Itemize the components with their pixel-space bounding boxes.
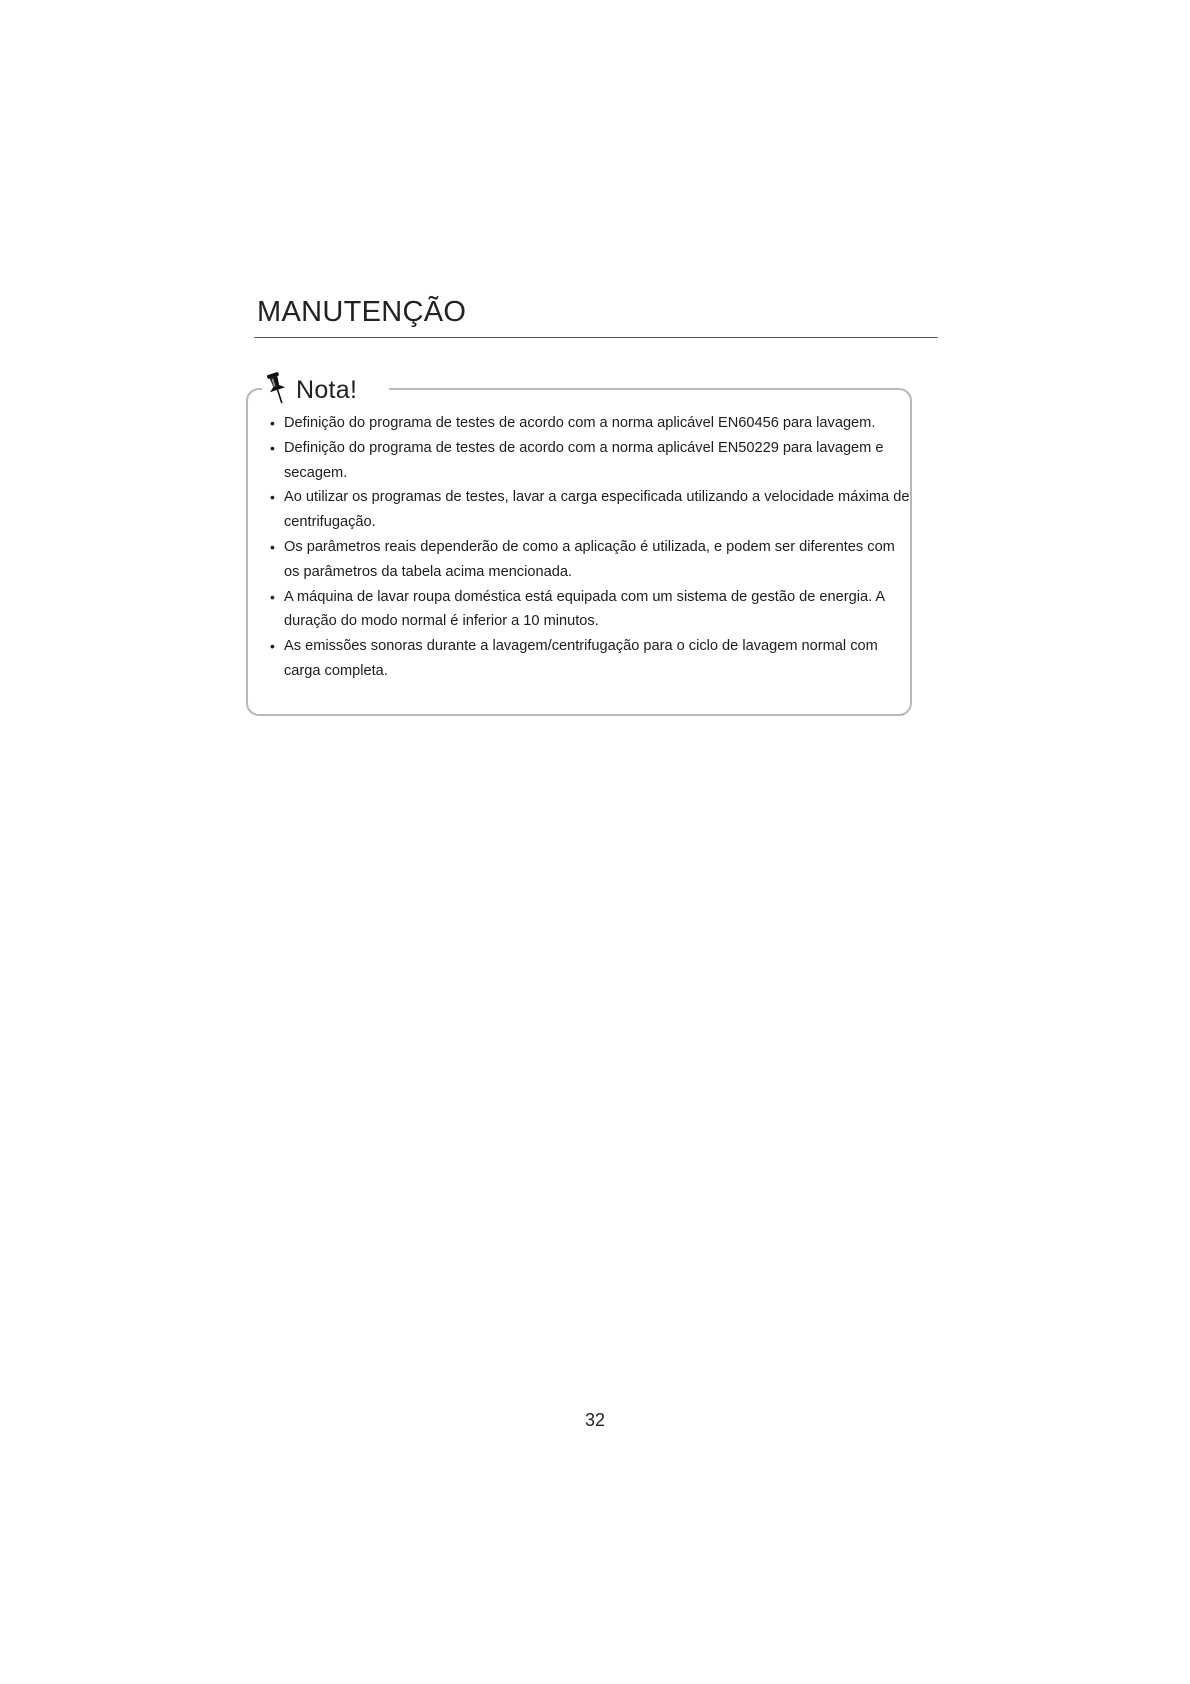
list-item — [270, 436, 910, 486]
list-item — [270, 411, 910, 436]
list-item — [270, 535, 910, 585]
bullet-icon: • — [270, 638, 275, 655]
page-number: 32 — [584, 1410, 606, 1430]
note-item-text: Definição do programa de testes de acordo com a norma aplicável EN60456 para lavagem. — [284, 415, 876, 431]
title-divider — [254, 337, 938, 338]
bullet-icon: • — [270, 538, 275, 555]
bullet-icon: • — [270, 588, 275, 605]
note-item-text: As emissões sonoras durante a lavagem/centrifugação para o ciclo de lavagem normal com carga completa. — [284, 638, 878, 679]
list-item — [270, 485, 910, 535]
bullet-icon: • — [270, 439, 275, 456]
pushpin-icon — [264, 371, 288, 409]
bullet-icon: • — [270, 415, 275, 431]
list-item — [270, 585, 910, 635]
note-item-text: Os parâmetros reais dependerão de como a aplicação é utilizada, e podem ser diferentes com os parâmetros da tabela acima mencionada. — [284, 538, 895, 580]
note-list — [270, 411, 910, 684]
note-item-text: A máquina de lavar roupa doméstica está equipada com um sistema de gestão de energia. A duração do modo normal é inferior a 10 minutos. — [284, 588, 885, 630]
note-title: Nota! — [296, 375, 358, 404]
section-title: MANUTENÇÃO — [257, 296, 467, 328]
note-item-text: Definição do programa de testes de acordo com a norma aplicável EN50229 para lavagem e secagem. — [284, 439, 884, 481]
note-header — [262, 370, 389, 410]
note-item-text: Ao utilizar os programas de testes, lavar a carga especificada utilizando a velocidade máxima de centrifugação. — [284, 489, 910, 531]
list-item — [270, 634, 910, 684]
bullet-icon: • — [270, 489, 275, 506]
